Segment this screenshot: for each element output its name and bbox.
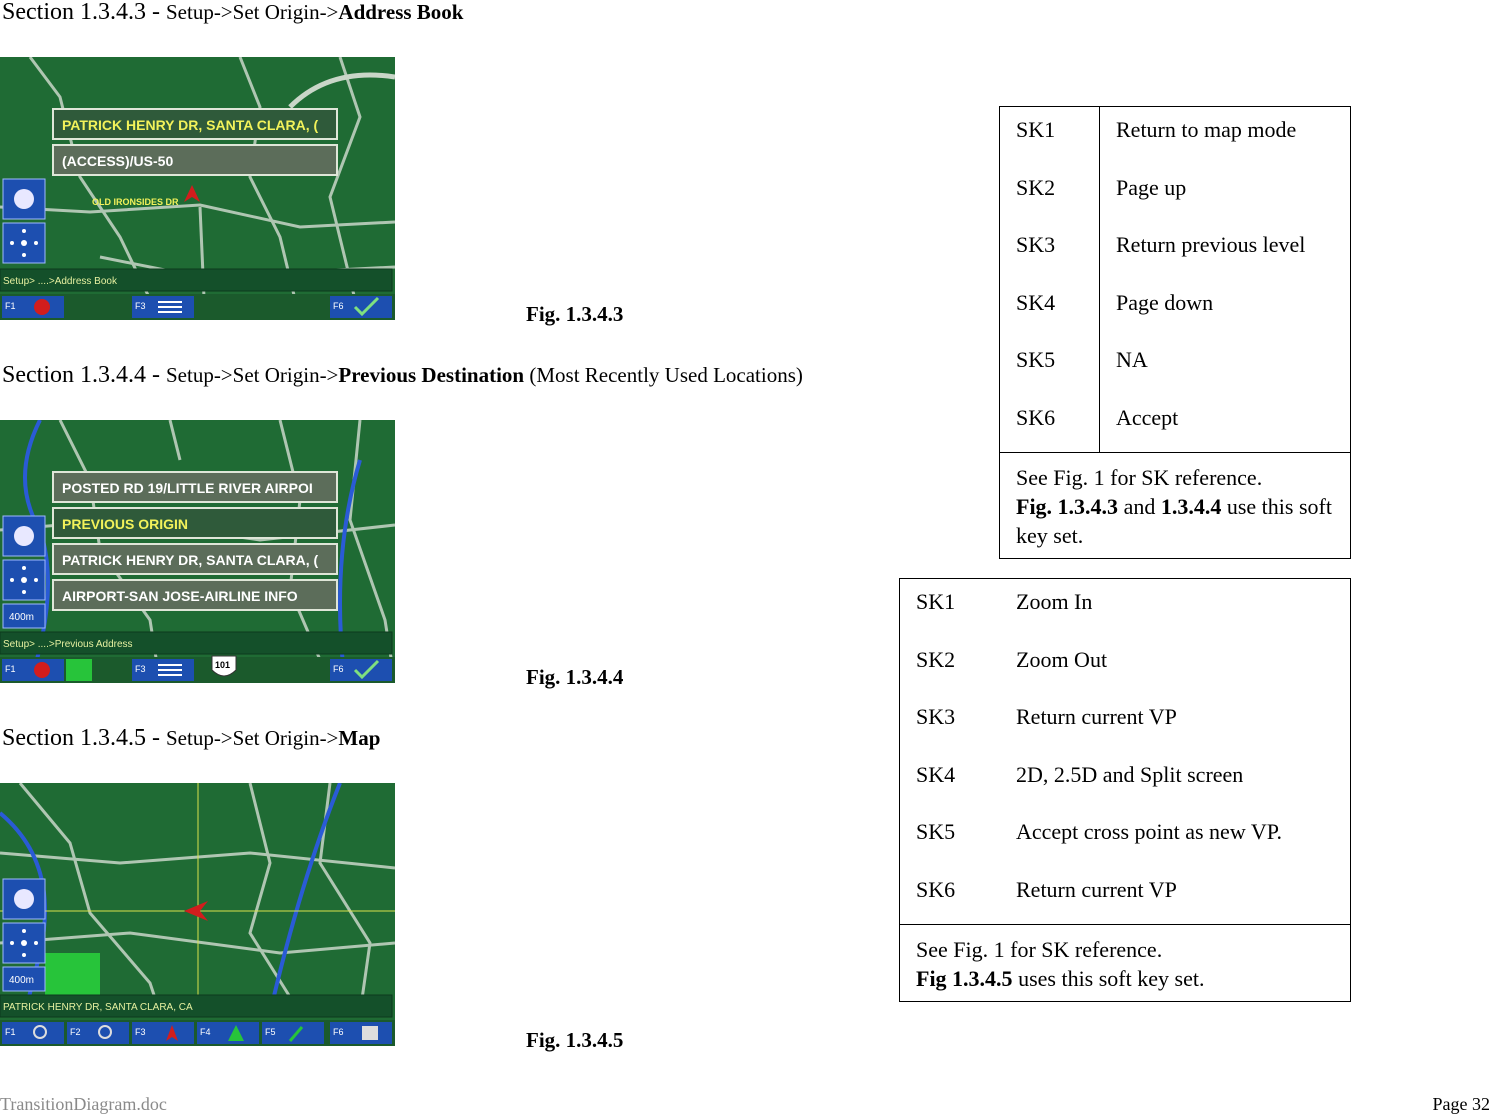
svg-text:F1: F1 <box>5 1027 16 1037</box>
figure-caption-3: Fig. 1.3.4.5 <box>526 1028 624 1052</box>
softkey-cell: SK4 <box>916 761 956 787</box>
gps-icon <box>14 526 34 546</box>
list-item-2: (ACCESS)/US-50 <box>62 153 174 169</box>
table-note: See Fig. 1 for SK reference. Fig. 1.3.4.3 and 1.3.4.4 use this soft key set. <box>1000 452 1350 558</box>
section-number: Section 1.3.4.3 - <box>2 0 166 25</box>
action-column <box>1100 107 1350 452</box>
section-target: Previous Destination <box>338 363 525 387</box>
softkey-cell: SK6 <box>916 876 956 902</box>
list-item-2: PREVIOUS ORIGIN <box>62 516 189 532</box>
table-note: See Fig. 1 for SK reference. Fig 1.3.4.5 uses this soft key set. <box>900 924 1350 1001</box>
breadcrumb: Setup> ....>Address Book <box>3 276 117 287</box>
softkey-cell: SK3 <box>1016 232 1056 257</box>
action-cell: Return to map mode <box>1116 117 1297 142</box>
address-book-screenshot <box>0 57 395 320</box>
section-heading-map <box>2 725 380 752</box>
softkey-column <box>1000 107 1100 452</box>
softkey-table-list <box>999 106 1351 559</box>
map-screenshot <box>0 783 395 1046</box>
action-cell: Return current VP <box>1016 876 1177 902</box>
action-cell: NA <box>1116 347 1148 372</box>
svg-text:F3: F3 <box>135 664 146 674</box>
svg-text:F1: F1 <box>5 301 16 311</box>
svg-text:F4: F4 <box>200 1027 211 1037</box>
action-cell: Return current VP <box>1016 704 1177 729</box>
svg-text:F1: F1 <box>5 664 16 674</box>
scale-label: 400m <box>9 612 35 623</box>
action-cell: Return previous level <box>1116 232 1306 257</box>
figure-caption-1: Fig. 1.3.4.3 <box>526 302 624 326</box>
list-item-1: PATRICK HENRY DR, SANTA CLARA, ( <box>62 117 319 133</box>
softkey-cell: SK2 <box>916 646 956 672</box>
section-number: Section 1.3.4.5 - <box>2 725 166 751</box>
section-target: Map <box>338 726 381 750</box>
scale-label: 400m <box>9 975 35 986</box>
list-item-4: AIRPORT-SAN JOSE-AIRLINE INFO <box>62 588 298 604</box>
svg-text:F3: F3 <box>135 1027 146 1037</box>
svg-text:F6: F6 <box>333 301 344 311</box>
softkey-table-map <box>899 578 1351 1002</box>
breadcrumb: Setup> ....>Previous Address <box>3 639 133 650</box>
softkey-cell: SK4 <box>1016 289 1056 315</box>
action-column <box>1000 579 1350 924</box>
gps-icon <box>14 189 34 209</box>
gps-icon <box>14 889 34 909</box>
action-cell: Accept <box>1116 404 1179 430</box>
section-path: Setup->Set Origin-> <box>165 726 339 750</box>
softkey-cell: SK1 <box>1016 117 1056 142</box>
svg-text:F6: F6 <box>333 664 344 674</box>
stop-icon <box>34 299 50 315</box>
stop-icon <box>34 662 50 678</box>
section-path: Setup->Set Origin-> <box>165 363 339 387</box>
status-bar: PATRICK HENRY DR, SANTA CLARA, CA <box>3 1002 193 1013</box>
section-heading-previous-destination <box>2 362 803 389</box>
accept-icon <box>362 1026 378 1040</box>
action-cell: Page down <box>1116 289 1214 315</box>
footer-page-number: Page 32 <box>1432 1094 1490 1114</box>
softkey-cell: SK3 <box>916 704 956 729</box>
action-cell: Zoom In <box>1016 589 1093 614</box>
softkey-cell: SK5 <box>916 819 956 844</box>
previous-destination-screenshot <box>0 420 395 683</box>
section-target: Address Book <box>338 0 464 24</box>
section-heading-address-book <box>2 0 463 26</box>
action-cell: Page up <box>1116 174 1187 200</box>
action-cell: Accept cross point as new VP. <box>1016 819 1282 844</box>
softkey-cell: SK1 <box>916 589 956 614</box>
list-item-1: POSTED RD 19/LITTLE RIVER AIRPOI <box>62 480 313 496</box>
softkey-cell: SK5 <box>1016 347 1056 372</box>
softkey-cell: SK2 <box>1016 174 1056 200</box>
section-path: Setup->Set Origin-> <box>165 0 339 24</box>
section-suffix: (Most Recently Used Locations) <box>524 363 803 387</box>
action-cell: Zoom Out <box>1016 646 1108 672</box>
svg-text:F3: F3 <box>135 301 146 311</box>
footer-filename: TransitionDiagram.doc <box>0 1094 167 1114</box>
highway-shield-label: 101 <box>215 660 231 670</box>
section-number: Section 1.3.4.4 - <box>2 362 166 388</box>
svg-text:F5: F5 <box>265 1027 276 1037</box>
road-label: OLD IRONSIDES DR <box>92 197 179 207</box>
svg-text:F6: F6 <box>333 1027 344 1037</box>
action-cell: 2D, 2.5D and Split screen <box>1016 761 1244 787</box>
softkey-cell: SK6 <box>1016 404 1056 430</box>
figure-caption-2: Fig. 1.3.4.4 <box>526 665 624 689</box>
list-item-3: PATRICK HENRY DR, SANTA CLARA, ( <box>62 552 319 568</box>
softkey-column <box>900 579 1000 924</box>
svg-text:F2: F2 <box>70 1027 81 1037</box>
